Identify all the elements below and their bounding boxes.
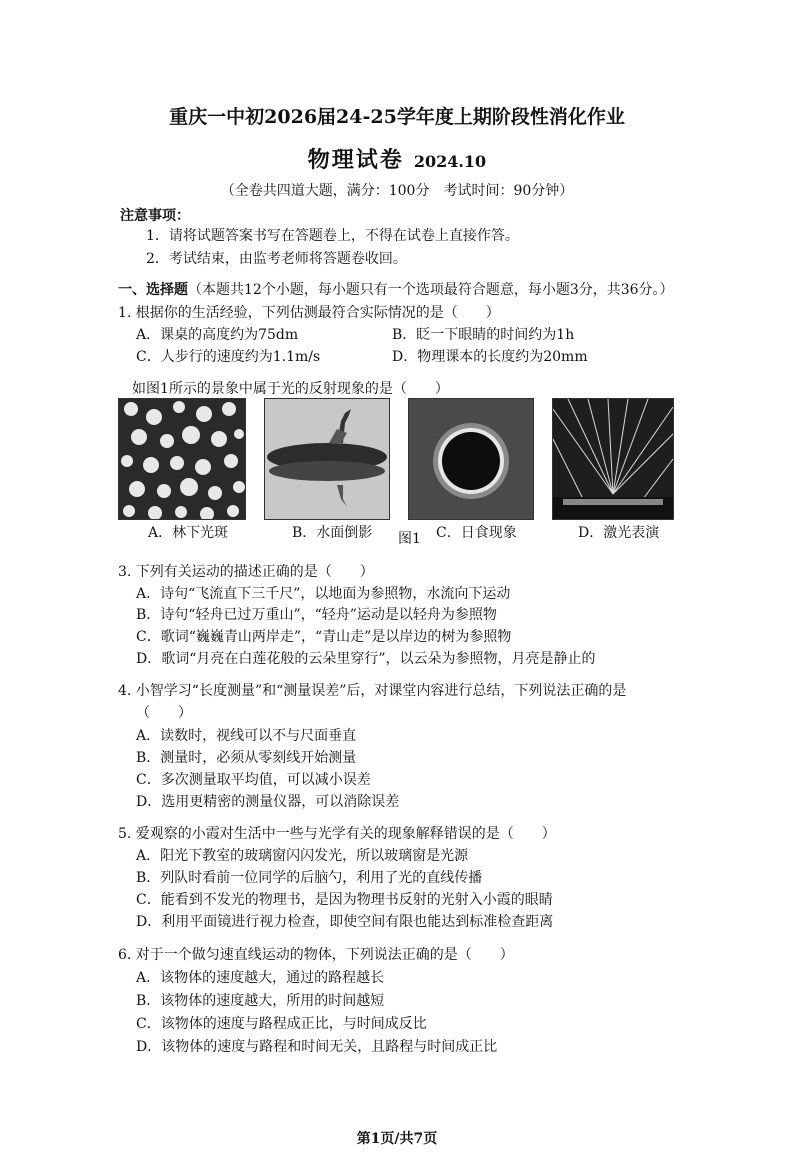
question-stem: 1. 根据你的生活经验，下列估测最符合实际情况的是（ ） xyxy=(118,305,500,321)
section-title: 一、选择题 xyxy=(118,282,188,298)
exam-title: 重庆一中初2026届24-25学年度上期阶段性消化作业 xyxy=(169,106,625,128)
section-heading xyxy=(118,279,674,299)
option-b: B．眨一下眼睛的时间约为1h xyxy=(392,327,575,343)
notes-heading: 注意事项： xyxy=(120,208,190,224)
photo-water-reflection xyxy=(264,398,390,520)
figure-label: 图1 xyxy=(398,531,421,547)
photo-laser-show xyxy=(552,398,674,520)
caption-d: D．激光表演 xyxy=(578,525,660,541)
photo-solar-eclipse xyxy=(408,398,534,520)
option-d: D．选用更精密的测量仪器，可以消除误差 xyxy=(136,794,400,810)
option-c: C．多次测量取平均值，可以减小误差 xyxy=(136,772,371,788)
caption-a: A．林下光斑 xyxy=(148,525,229,541)
option-b: B．诗句“轻舟已过万重山”，“轻舟”运动是以轻舟为参照物 xyxy=(136,607,497,623)
option-a: A．诗句“飞流直下三千尺”，以地面为参照物，水流向下运动 xyxy=(136,586,511,602)
exam-date: 2024.10 xyxy=(413,152,487,171)
option-b: B．测量时，必须从零刻线开始测量 xyxy=(136,750,357,766)
subject-title xyxy=(0,143,794,174)
question-stem: 6. 对于一个做匀速直线运动的物体，下列说法正确的是（ ） xyxy=(118,947,514,963)
option-a: A．阳光下教室的玻璃窗闪闪发光，所以玻璃窗是光源 xyxy=(136,848,469,864)
option-b: B．该物体的速度越大，所用的时间越短 xyxy=(136,993,385,1009)
option-a: A．该物体的速度越大，通过的路程越长 xyxy=(136,970,385,986)
question-stem: 4. 小智学习“长度测量”和“测量误差”后，对课堂内容进行总结，下列说法正确的是 xyxy=(118,683,627,699)
exam-info: （全卷共四道大题，满分：100分 考试时间：90分钟） xyxy=(220,183,574,199)
photo-dappled-light xyxy=(118,398,246,520)
answer-blank: （ ） xyxy=(136,705,192,721)
option-d: D．利用平面镜进行视力检查，即使空间有限也能达到标准检查距离 xyxy=(136,914,554,930)
question-stem: 3. 下列有关运动的描述正确的是（ ） xyxy=(118,564,374,580)
question-stem: 5. 爱观察的小霞对生活中一些与光学有关的现象解释错误的是（ ） xyxy=(118,826,556,842)
section-desc: （本题共12个小题，每小题只有一个选项最符合题意，每小题3分，共36分。） xyxy=(188,282,674,298)
option-c: C．人步行的速度约为1.1m/s xyxy=(136,349,321,365)
note-item: 1．请将试题答案书写在答题卷上，不得在试卷上直接作答。 xyxy=(146,228,519,244)
option-c: C．歌词“巍巍青山两岸走”，“青山走”是以岸边的树为参照物 xyxy=(136,629,512,645)
caption-b: B．水面倒影 xyxy=(292,525,373,541)
option-c: C．能看到不发光的物理书，是因为物理书反射的光射入小霞的眼睛 xyxy=(136,892,553,908)
option-a: A．课桌的高度约为75dm xyxy=(136,327,299,343)
question-stem: 如图1所示的景象中属于光的反射现象的是（ ） xyxy=(118,381,449,397)
option-d: D．该物体的速度与路程和时间无关，且路程与时间成正比 xyxy=(136,1039,498,1055)
option-d: D．歌词“月亮在白莲花般的云朵里穿行”，以云朵为参照物，月亮是静止的 xyxy=(136,651,596,667)
option-d: D．物理课本的长度约为20mm xyxy=(392,349,588,365)
caption-c: C．日食现象 xyxy=(436,525,517,541)
option-b: B．列队时看前一位同学的后脑勺，利用了光的直线传播 xyxy=(136,870,483,886)
subject-name: 物理试卷 xyxy=(307,147,404,173)
note-item: 2．考试结束，由监考老师将答题卷收回。 xyxy=(146,251,407,267)
option-a: A．读数时，视线可以不与尺面垂直 xyxy=(136,728,357,744)
option-c: C．该物体的速度与路程成正比，与时间成反比 xyxy=(136,1016,427,1032)
page-number: 第1页/共7页 xyxy=(356,1131,438,1147)
